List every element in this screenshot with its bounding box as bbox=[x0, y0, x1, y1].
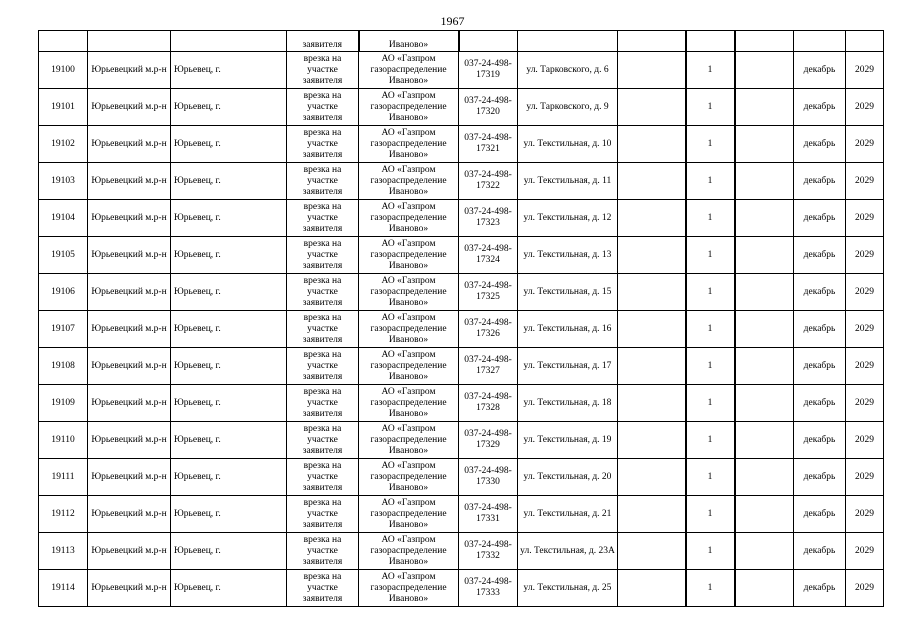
cell-address: ул. Текстильная, д. 18 bbox=[518, 385, 618, 422]
cell-code: 037-24-498-17323 bbox=[459, 200, 518, 237]
cell-quantity: 1 bbox=[686, 533, 735, 570]
cell-empty bbox=[618, 496, 686, 533]
cell-number: 19103 bbox=[39, 163, 88, 200]
cell-empty bbox=[618, 163, 686, 200]
cell-empty bbox=[618, 570, 686, 607]
cell-city: Юрьевец, г. bbox=[171, 385, 287, 422]
cell-year: 2029 bbox=[846, 274, 884, 311]
cell-address: ул. Текстильная, д. 21 bbox=[518, 496, 618, 533]
cell-quantity: 1 bbox=[686, 89, 735, 126]
cell-empty bbox=[735, 274, 794, 311]
table-row bbox=[39, 496, 884, 533]
cell-work-type: врезка на участке заявителя bbox=[287, 385, 359, 422]
table-row bbox=[39, 311, 884, 348]
cell-address: ул. Тарковского, д. 9 bbox=[518, 89, 618, 126]
cell-month: декабрь bbox=[794, 422, 846, 459]
cell-district: Юрьевецкий м.р-н bbox=[88, 52, 171, 89]
cell-empty bbox=[618, 459, 686, 496]
cell-organization: АО «Газпром газораспределение Иваново» bbox=[359, 89, 459, 126]
cell-month: декабрь bbox=[794, 533, 846, 570]
table-row bbox=[39, 200, 884, 237]
cell-address: ул. Текстильная, д. 15 bbox=[518, 274, 618, 311]
cell-empty bbox=[618, 31, 686, 52]
cell-quantity: 1 bbox=[686, 200, 735, 237]
cell-code: 037-24-498-17326 bbox=[459, 311, 518, 348]
cell-city: Юрьевец, г. bbox=[171, 200, 287, 237]
cell-district: Юрьевецкий м.р-н bbox=[88, 459, 171, 496]
cell-work-type: врезка на участке заявителя bbox=[287, 570, 359, 607]
cell-empty bbox=[735, 163, 794, 200]
cell-code: 037-24-498-17325 bbox=[459, 274, 518, 311]
cell-year: 2029 bbox=[846, 459, 884, 496]
cell-empty bbox=[735, 385, 794, 422]
cell-city: Юрьевец, г. bbox=[171, 533, 287, 570]
cell-city: Юрьевец, г. bbox=[171, 237, 287, 274]
cell-address: ул. Текстильная, д. 17 bbox=[518, 348, 618, 385]
cell-code: 037-24-498-17328 bbox=[459, 385, 518, 422]
cell-district: Юрьевецкий м.р-н bbox=[88, 274, 171, 311]
cell-district: Юрьевецкий м.р-н bbox=[88, 385, 171, 422]
cell-address: ул. Текстильная, д. 20 bbox=[518, 459, 618, 496]
table-row bbox=[39, 422, 884, 459]
table-row bbox=[39, 89, 884, 126]
table-row bbox=[39, 348, 884, 385]
register-table bbox=[38, 30, 884, 607]
cell-empty bbox=[171, 31, 287, 52]
cell-district: Юрьевецкий м.р-н bbox=[88, 237, 171, 274]
cell-work-type: врезка на участке заявителя bbox=[287, 348, 359, 385]
table-row bbox=[39, 126, 884, 163]
cell-empty bbox=[735, 533, 794, 570]
cell-year: 2029 bbox=[846, 385, 884, 422]
page-number: 1967 bbox=[440, 14, 465, 28]
cell-quantity: 1 bbox=[686, 237, 735, 274]
cell-code: 037-24-498-17329 bbox=[459, 422, 518, 459]
cell-month: декабрь bbox=[794, 237, 846, 274]
cell-empty bbox=[735, 570, 794, 607]
cell-year: 2029 bbox=[846, 89, 884, 126]
cell-organization: АО «Газпром газораспределение Иваново» bbox=[359, 533, 459, 570]
cell-work-type: врезка на участке заявителя bbox=[287, 533, 359, 570]
cell-work-type: врезка на участке заявителя bbox=[287, 163, 359, 200]
cell-number: 19104 bbox=[39, 200, 88, 237]
cell-address: ул. Тарковского, д. 6 bbox=[518, 52, 618, 89]
cell-organization: АО «Газпром газораспределение Иваново» bbox=[359, 385, 459, 422]
cell-empty bbox=[735, 311, 794, 348]
cell-number: 19110 bbox=[39, 422, 88, 459]
cell-empty bbox=[735, 496, 794, 533]
cell-quantity: 1 bbox=[686, 496, 735, 533]
cell-quantity: 1 bbox=[686, 348, 735, 385]
cell-work-type: врезка на участке заявителя bbox=[287, 422, 359, 459]
cell-number: 19101 bbox=[39, 89, 88, 126]
cell-month: декабрь bbox=[794, 163, 846, 200]
cell-city: Юрьевец, г. bbox=[171, 89, 287, 126]
cell-year: 2029 bbox=[846, 237, 884, 274]
cell-city: Юрьевец, г. bbox=[171, 52, 287, 89]
cell-work-continuation: заявителя bbox=[287, 31, 359, 52]
cell-district: Юрьевецкий м.р-н bbox=[88, 348, 171, 385]
cell-district: Юрьевецкий м.р-н bbox=[88, 570, 171, 607]
cell-year: 2029 bbox=[846, 126, 884, 163]
cell-year: 2029 bbox=[846, 533, 884, 570]
cell-organization: АО «Газпром газораспределение Иваново» bbox=[359, 422, 459, 459]
cell-district: Юрьевецкий м.р-н bbox=[88, 200, 171, 237]
cell-empty bbox=[618, 311, 686, 348]
cell-number: 19102 bbox=[39, 126, 88, 163]
cell-month: декабрь bbox=[794, 570, 846, 607]
cell-city: Юрьевец, г. bbox=[171, 496, 287, 533]
cell-org-continuation: Иваново» bbox=[359, 31, 459, 52]
cell-organization: АО «Газпром газораспределение Иваново» bbox=[359, 237, 459, 274]
table-row bbox=[39, 52, 884, 89]
cell-year: 2029 bbox=[846, 422, 884, 459]
cell-quantity: 1 bbox=[686, 570, 735, 607]
cell-number: 19114 bbox=[39, 570, 88, 607]
cell-empty bbox=[735, 422, 794, 459]
cell-year: 2029 bbox=[846, 348, 884, 385]
cell-organization: АО «Газпром газораспределение Иваново» bbox=[359, 200, 459, 237]
cell-quantity: 1 bbox=[686, 385, 735, 422]
cell-district: Юрьевецкий м.р-н bbox=[88, 311, 171, 348]
cell-work-type: врезка на участке заявителя bbox=[287, 311, 359, 348]
cell-work-type: врезка на участке заявителя bbox=[287, 89, 359, 126]
cell-empty bbox=[735, 52, 794, 89]
cell-empty bbox=[618, 200, 686, 237]
cell-organization: АО «Газпром газораспределение Иваново» bbox=[359, 311, 459, 348]
cell-year: 2029 bbox=[846, 570, 884, 607]
cell-year: 2029 bbox=[846, 311, 884, 348]
table-row bbox=[39, 533, 884, 570]
table-row-continuation bbox=[39, 31, 884, 52]
cell-month: декабрь bbox=[794, 89, 846, 126]
cell-empty bbox=[686, 31, 735, 52]
cell-code: 037-24-498-17324 bbox=[459, 237, 518, 274]
cell-empty bbox=[735, 348, 794, 385]
cell-code: 037-24-498-17319 bbox=[459, 52, 518, 89]
cell-district: Юрьевецкий м.р-н bbox=[88, 422, 171, 459]
cell-month: декабрь bbox=[794, 311, 846, 348]
cell-address: ул. Текстильная, д. 23А bbox=[518, 533, 618, 570]
cell-quantity: 1 bbox=[686, 311, 735, 348]
cell-empty bbox=[518, 31, 618, 52]
table-body bbox=[39, 31, 884, 607]
cell-empty bbox=[735, 31, 794, 52]
cell-empty bbox=[618, 533, 686, 570]
cell-district: Юрьевецкий м.р-н bbox=[88, 126, 171, 163]
cell-district: Юрьевецкий м.р-н bbox=[88, 496, 171, 533]
cell-work-type: врезка на участке заявителя bbox=[287, 496, 359, 533]
cell-number: 19112 bbox=[39, 496, 88, 533]
cell-number: 19108 bbox=[39, 348, 88, 385]
cell-address: ул. Текстильная, д. 16 bbox=[518, 311, 618, 348]
cell-month: декабрь bbox=[794, 274, 846, 311]
cell-work-type: врезка на участке заявителя bbox=[287, 237, 359, 274]
cell-month: декабрь bbox=[794, 52, 846, 89]
cell-work-type: врезка на участке заявителя bbox=[287, 126, 359, 163]
cell-number: 19100 bbox=[39, 52, 88, 89]
cell-empty bbox=[735, 126, 794, 163]
cell-city: Юрьевец, г. bbox=[171, 126, 287, 163]
cell-year: 2029 bbox=[846, 496, 884, 533]
cell-work-type: врезка на участке заявителя bbox=[287, 274, 359, 311]
cell-city: Юрьевец, г. bbox=[171, 163, 287, 200]
cell-empty bbox=[735, 459, 794, 496]
cell-empty bbox=[618, 52, 686, 89]
cell-city: Юрьевец, г. bbox=[171, 570, 287, 607]
cell-quantity: 1 bbox=[686, 126, 735, 163]
cell-empty bbox=[735, 200, 794, 237]
table-row bbox=[39, 385, 884, 422]
cell-code: 037-24-498-17330 bbox=[459, 459, 518, 496]
cell-district: Юрьевецкий м.р-н bbox=[88, 89, 171, 126]
cell-organization: АО «Газпром газораспределение Иваново» bbox=[359, 459, 459, 496]
cell-month: декабрь bbox=[794, 385, 846, 422]
table-row bbox=[39, 570, 884, 607]
cell-empty bbox=[88, 31, 171, 52]
cell-city: Юрьевец, г. bbox=[171, 348, 287, 385]
cell-empty bbox=[618, 348, 686, 385]
table-row bbox=[39, 274, 884, 311]
cell-code: 037-24-498-17321 bbox=[459, 126, 518, 163]
cell-quantity: 1 bbox=[686, 52, 735, 89]
cell-month: декабрь bbox=[794, 496, 846, 533]
cell-empty bbox=[39, 31, 88, 52]
cell-empty bbox=[618, 385, 686, 422]
cell-quantity: 1 bbox=[686, 459, 735, 496]
cell-organization: АО «Газпром газораспределение Иваново» bbox=[359, 348, 459, 385]
cell-organization: АО «Газпром газораспределение Иваново» bbox=[359, 570, 459, 607]
cell-code: 037-24-498-17331 bbox=[459, 496, 518, 533]
cell-month: декабрь bbox=[794, 126, 846, 163]
cell-address: ул. Текстильная, д. 10 bbox=[518, 126, 618, 163]
cell-month: декабрь bbox=[794, 459, 846, 496]
cell-empty bbox=[618, 126, 686, 163]
cell-district: Юрьевецкий м.р-н bbox=[88, 533, 171, 570]
cell-code: 037-24-498-17332 bbox=[459, 533, 518, 570]
table-row bbox=[39, 237, 884, 274]
cell-number: 19105 bbox=[39, 237, 88, 274]
cell-number: 19107 bbox=[39, 311, 88, 348]
cell-city: Юрьевец, г. bbox=[171, 459, 287, 496]
cell-work-type: врезка на участке заявителя bbox=[287, 52, 359, 89]
cell-quantity: 1 bbox=[686, 163, 735, 200]
cell-number: 19113 bbox=[39, 533, 88, 570]
cell-number: 19109 bbox=[39, 385, 88, 422]
cell-year: 2029 bbox=[846, 163, 884, 200]
cell-work-type: врезка на участке заявителя bbox=[287, 200, 359, 237]
cell-organization: АО «Газпром газораспределение Иваново» bbox=[359, 496, 459, 533]
cell-empty bbox=[846, 31, 884, 52]
cell-empty bbox=[618, 237, 686, 274]
cell-organization: АО «Газпром газораспределение Иваново» bbox=[359, 52, 459, 89]
cell-month: декабрь bbox=[794, 200, 846, 237]
cell-work-type: врезка на участке заявителя bbox=[287, 459, 359, 496]
cell-quantity: 1 bbox=[686, 274, 735, 311]
cell-city: Юрьевец, г. bbox=[171, 311, 287, 348]
cell-address: ул. Текстильная, д. 12 bbox=[518, 200, 618, 237]
cell-empty bbox=[459, 31, 518, 52]
cell-empty bbox=[735, 237, 794, 274]
cell-empty bbox=[618, 89, 686, 126]
cell-year: 2029 bbox=[846, 200, 884, 237]
cell-number: 19111 bbox=[39, 459, 88, 496]
cell-year: 2029 bbox=[846, 52, 884, 89]
cell-month: декабрь bbox=[794, 348, 846, 385]
cell-organization: АО «Газпром газораспределение Иваново» bbox=[359, 163, 459, 200]
cell-district: Юрьевецкий м.р-н bbox=[88, 163, 171, 200]
cell-organization: АО «Газпром газораспределение Иваново» bbox=[359, 126, 459, 163]
cell-code: 037-24-498-17320 bbox=[459, 89, 518, 126]
cell-empty bbox=[735, 89, 794, 126]
cell-address: ул. Текстильная, д. 11 bbox=[518, 163, 618, 200]
cell-address: ул. Текстильная, д. 25 bbox=[518, 570, 618, 607]
cell-empty bbox=[618, 422, 686, 459]
cell-organization: АО «Газпром газораспределение Иваново» bbox=[359, 274, 459, 311]
cell-code: 037-24-498-17322 bbox=[459, 163, 518, 200]
cell-empty bbox=[618, 274, 686, 311]
cell-city: Юрьевец, г. bbox=[171, 422, 287, 459]
cell-code: 037-24-498-17333 bbox=[459, 570, 518, 607]
cell-city: Юрьевец, г. bbox=[171, 274, 287, 311]
cell-address: ул. Текстильная, д. 19 bbox=[518, 422, 618, 459]
cell-empty bbox=[794, 31, 846, 52]
cell-code: 037-24-498-17327 bbox=[459, 348, 518, 385]
table-row bbox=[39, 163, 884, 200]
table-row bbox=[39, 459, 884, 496]
cell-address: ул. Текстильная, д. 13 bbox=[518, 237, 618, 274]
cell-number: 19106 bbox=[39, 274, 88, 311]
cell-quantity: 1 bbox=[686, 422, 735, 459]
